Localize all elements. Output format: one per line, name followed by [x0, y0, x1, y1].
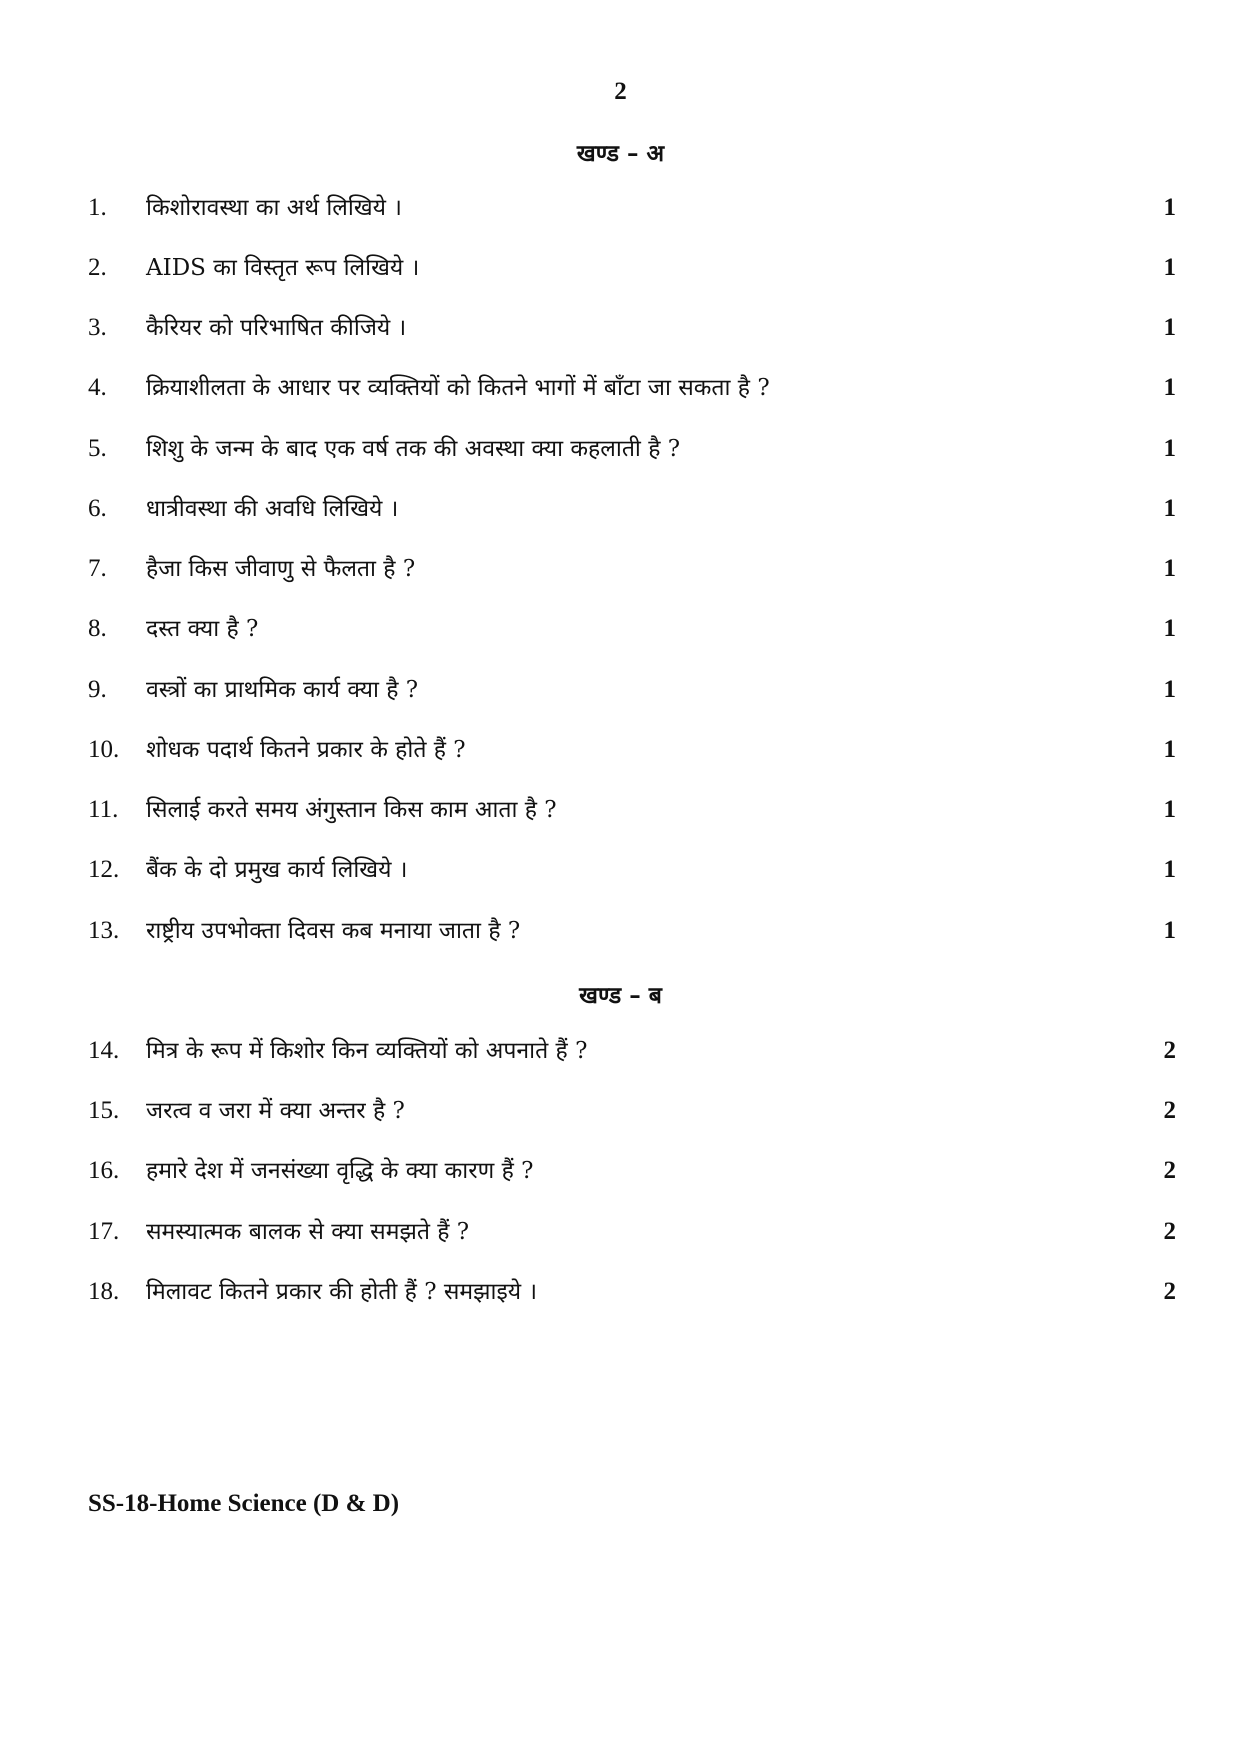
question-marks: 1 [1163, 435, 1176, 462]
question-marks: 2 [1163, 1278, 1176, 1305]
question-row [88, 431, 1176, 467]
question-text: कैरियर को परिभाषित कीजिये । [146, 315, 407, 341]
question-number: 10. [88, 736, 120, 763]
question-text: वस्त्रों का प्राथमिक कार्य क्या है ? [146, 677, 419, 703]
question-number: 9. [88, 676, 107, 703]
question-text: किशोरावस्था का अर्थ लिखिये । [146, 195, 403, 221]
question-number: 7. [88, 555, 107, 582]
question-number: 3. [88, 314, 107, 341]
question-number: 8. [88, 615, 107, 642]
question-marks: 1 [1163, 254, 1176, 281]
question-number: 17. [88, 1218, 120, 1245]
question-text: मिलावट कितने प्रकार की होती हैं ? समझाइये । [146, 1279, 538, 1305]
question-row [88, 1093, 1176, 1129]
question-marks: 1 [1163, 314, 1176, 341]
question-number: 4. [88, 374, 107, 401]
question-number: 12. [88, 856, 120, 883]
question-row [88, 792, 1176, 828]
question-marks: 1 [1163, 374, 1176, 401]
question-marks: 1 [1163, 856, 1176, 883]
question-number: 11. [88, 796, 119, 823]
question-row [88, 732, 1176, 768]
question-text: शिशु के जन्म के बाद एक वर्ष तक की अवस्था क्या कहलाती है ? [146, 436, 681, 462]
question-row [88, 1153, 1176, 1189]
question-marks: 2 [1163, 1157, 1176, 1184]
question-row [88, 913, 1176, 949]
question-row [88, 1274, 1176, 1310]
page-number: 2 [614, 78, 627, 105]
question-row [88, 250, 1176, 286]
question-number: 16. [88, 1157, 120, 1184]
question-text: राष्ट्रीय उपभोक्ता दिवस कब मनाया जाता है ? [146, 918, 521, 944]
paper-code-footer: SS-18-Home Science (D & D) [88, 1490, 400, 1517]
question-text: समस्यात्मक बालक से क्या समझते हैं ? [146, 1219, 470, 1245]
question-marks: 1 [1163, 676, 1176, 703]
question-text: हमारे देश में जनसंख्या वृद्धि के क्या कारण हैं ? [146, 1158, 534, 1184]
question-marks: 1 [1163, 736, 1176, 763]
question-row [88, 1214, 1176, 1250]
section-heading-a: खण्ड – अ [576, 140, 665, 167]
question-text: सिलाई करते समय अंगुस्तान किस काम आता है ? [146, 797, 557, 823]
question-number: 1. [88, 194, 107, 221]
question-marks: 1 [1163, 917, 1176, 944]
question-row [88, 611, 1176, 647]
question-text: जरत्व व जरा में क्या अन्तर है ? [146, 1098, 405, 1124]
section-heading-b: खण्ड – ब [579, 982, 662, 1009]
question-text: AIDS का विस्तृत रूप लिखिये । [146, 255, 420, 281]
question-marks: 1 [1163, 615, 1176, 642]
question-row [88, 190, 1176, 226]
question-number: 2. [88, 254, 107, 281]
question-number: 14. [88, 1037, 120, 1064]
question-marks: 1 [1163, 495, 1176, 522]
question-row [88, 551, 1176, 587]
question-text: हैजा किस जीवाणु से फैलता है ? [146, 556, 416, 582]
question-row [88, 1033, 1176, 1069]
question-number: 15. [88, 1097, 120, 1124]
question-row [88, 672, 1176, 708]
question-row [88, 310, 1176, 346]
question-row [88, 370, 1176, 406]
question-row [88, 852, 1176, 888]
question-number: 13. [88, 917, 120, 944]
question-text: धात्रीवस्था की अवधि लिखिये । [146, 496, 399, 522]
question-marks: 1 [1163, 194, 1176, 221]
question-text: बैंक के दो प्रमुख कार्य लिखिये । [146, 857, 408, 883]
question-marks: 2 [1163, 1097, 1176, 1124]
question-marks: 1 [1163, 796, 1176, 823]
question-text: क्रियाशीलता के आधार पर व्यक्तियों को कितने भागों में बाँटा जा सकता है ? [146, 375, 770, 401]
question-number: 18. [88, 1278, 120, 1305]
question-text: शोधक पदार्थ कितने प्रकार के होते हैं ? [146, 737, 466, 763]
question-marks: 2 [1163, 1218, 1176, 1245]
question-text: दस्त क्या है ? [146, 616, 259, 642]
question-number: 6. [88, 495, 107, 522]
question-marks: 1 [1163, 555, 1176, 582]
question-row [88, 491, 1176, 527]
question-marks: 2 [1163, 1037, 1176, 1064]
question-text: मित्र के रूप में किशोर किन व्यक्तियों को अपनाते हैं ? [146, 1038, 588, 1064]
question-number: 5. [88, 435, 107, 462]
